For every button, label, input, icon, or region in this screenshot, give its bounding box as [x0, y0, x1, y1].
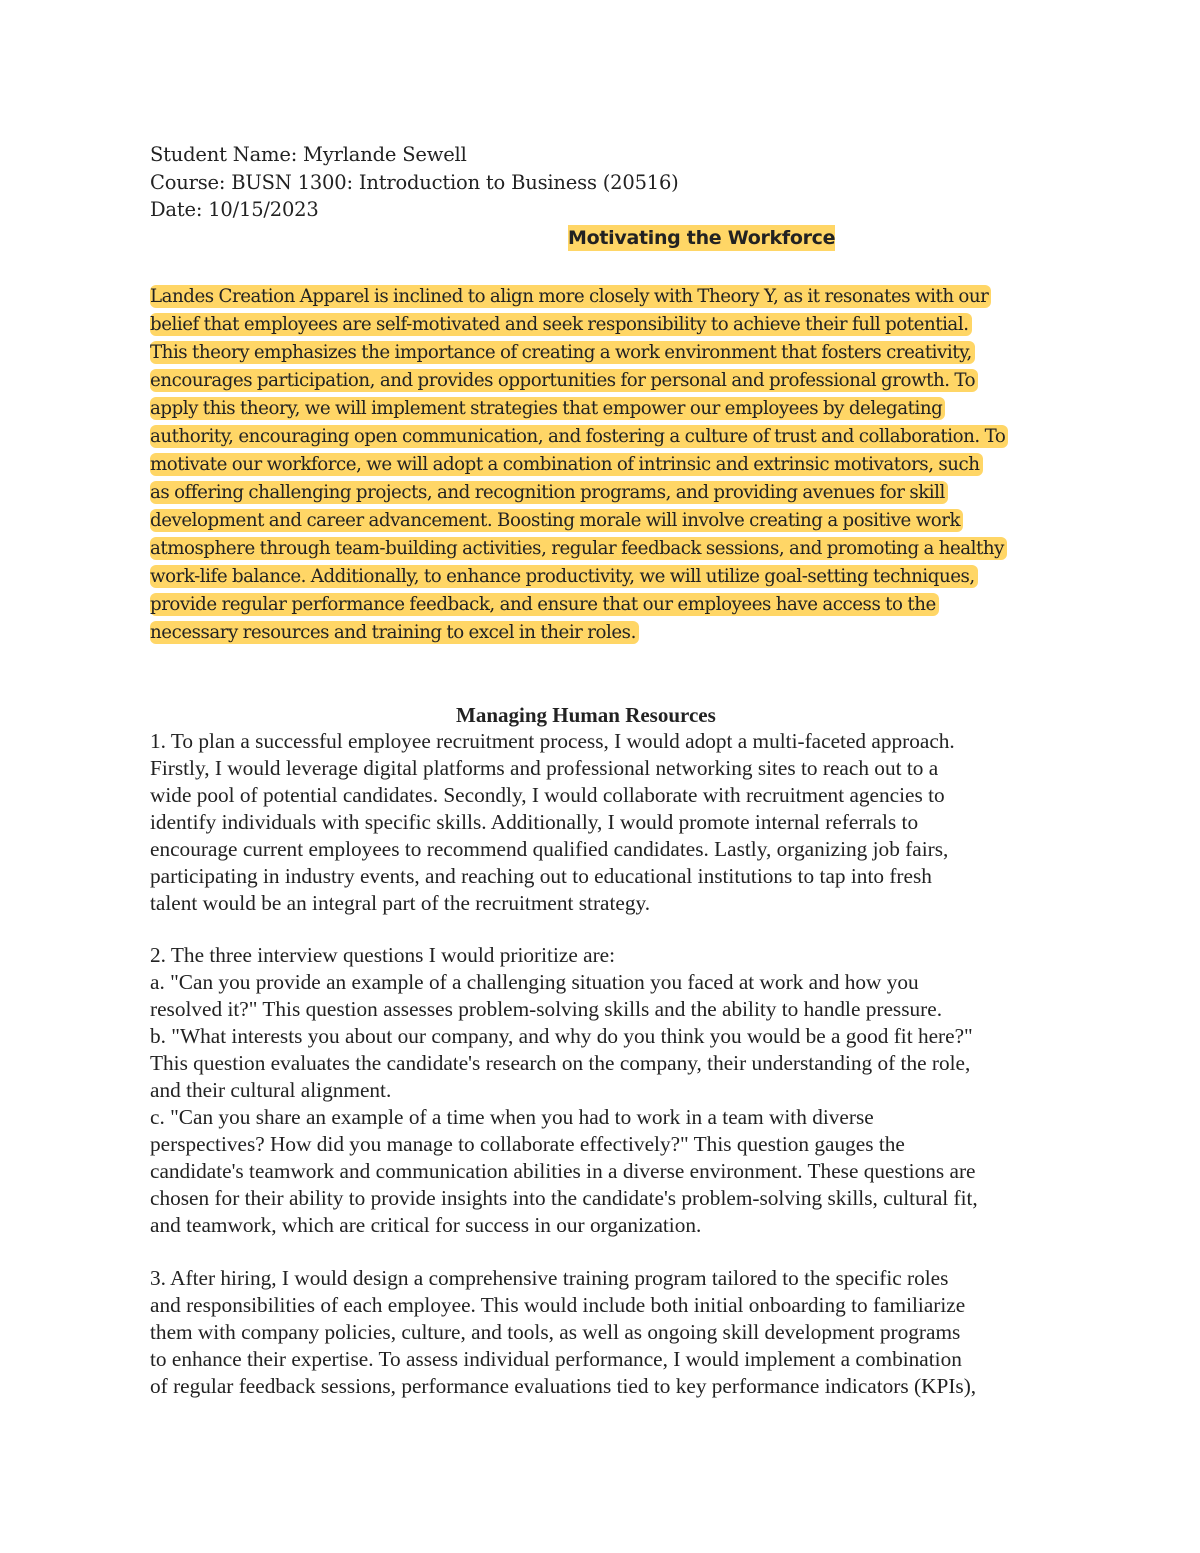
date-line: Date: 10/15/2023	[150, 198, 319, 221]
paragraph-line: provide regular performance feedback, and ensure that our employees have access to the	[150, 591, 1060, 619]
paragraph-line: authority, encouraging open communication, and fostering a culture of trust and collaboration. To	[150, 423, 1060, 451]
paragraph-line: talent would be an integral part of the recruitment strategy.	[150, 891, 651, 915]
paragraph-line: and teamwork, which are critical for success in our organization.	[150, 1213, 702, 1237]
interview-paragraph	[150, 942, 1060, 1239]
highlighted-paragraph	[150, 283, 1060, 647]
paragraph-line: encourage current employees to recommend qualified candidates. Lastly, organizing job fairs,	[150, 837, 949, 861]
paragraph-line: apply this theory, we will implement strategies that empower our employees by delegating	[150, 395, 1060, 423]
paragraph-line: wide pool of potential candidates. Secondly, I would collaborate with recruitment agencies to	[150, 783, 945, 807]
paragraph-line: them with company policies, culture, and tools, as well as ongoing skill development programs	[150, 1320, 961, 1344]
paragraph-line: chosen for their ability to provide insights into the candidate's problem-solving skills, cultural fit,	[150, 1186, 978, 1210]
paragraph-line: 1. To plan a successful employee recruitment process, I would adopt a multi-faceted approach.	[150, 729, 955, 753]
paragraph-line: c. "Can you share an example of a time when you had to work in a team with diverse	[150, 1105, 874, 1129]
section-title-motivating: Motivating the Workforce	[568, 227, 836, 249]
paragraph-line: encourages participation, and provides opportunities for personal and professional growth. To	[150, 367, 1060, 395]
paragraph-line: as offering challenging projects, and recognition programs, and providing avenues for skill	[150, 479, 1060, 507]
paragraph-line: identify individuals with specific skills. Additionally, I would promote internal referrals to	[150, 810, 919, 834]
paragraph-line: Landes Creation Apparel is inclined to align more closely with Theory Y, as it resonates with our	[150, 283, 1060, 311]
paragraph-line: development and career advancement. Boosting morale will involve creating a positive work	[150, 507, 1060, 535]
paragraph-line: necessary resources and training to excel in their roles.	[150, 619, 1060, 647]
course-line: Course: BUSN 1300: Introduction to Business (20516)	[150, 171, 679, 194]
paragraph-line: and their cultural alignment.	[150, 1078, 392, 1102]
student-name: Student Name: Myrlande Sewell	[150, 143, 467, 166]
paragraph-line: and responsibilities of each employee. This would include both initial onboarding to familiarize	[150, 1293, 966, 1317]
paragraph-line: motivate our workforce, we will adopt a combination of intrinsic and extrinsic motivators, such	[150, 451, 1060, 479]
training-paragraph	[150, 1265, 1060, 1400]
paragraph-line: This theory emphasizes the importance of creating a work environment that fosters creativity,	[150, 339, 1060, 367]
section-title-hr: Managing Human Resources	[456, 703, 716, 727]
paragraph-line: participating in industry events, and reaching out to educational institutions to tap into fresh	[150, 864, 932, 888]
paragraph-line: of regular feedback sessions, performance evaluations tied to key performance indicators (KPIs),	[150, 1374, 977, 1398]
paragraph-line: b. "What interests you about our company, and why do you think you would be a good fit here?"	[150, 1024, 973, 1048]
paragraph-line: perspectives? How did you manage to collaborate effectively?" This question gauges the	[150, 1132, 905, 1156]
paragraph-line: This question evaluates the candidate's research on the company, their understanding of the role,	[150, 1051, 971, 1075]
paragraph-line: Firstly, I would leverage digital platforms and professional networking sites to reach out to a	[150, 756, 939, 780]
recruitment-paragraph	[150, 728, 1060, 917]
paragraph-line: resolved it?" This question assesses problem-solving skills and the ability to handle pressure.	[150, 997, 943, 1021]
paragraph-line: work-life balance. Additionally, to enhance productivity, we will utilize goal-setting techniques,	[150, 563, 1060, 591]
paragraph-line: to enhance their expertise. To assess individual performance, I would implement a combination	[150, 1347, 962, 1371]
paragraph-line: a. "Can you provide an example of a challenging situation you faced at work and how you	[150, 970, 919, 994]
paragraph-line: 2. The three interview questions I would prioritize are:	[150, 943, 616, 967]
paragraph-line: 3. After hiring, I would design a comprehensive training program tailored to the specific roles	[150, 1266, 949, 1290]
paragraph-line: belief that employees are self-motivated and seek responsibility to achieve their full potential.	[150, 311, 1060, 339]
paragraph-line: candidate's teamwork and communication abilities in a diverse environment. These questions are	[150, 1159, 976, 1183]
paragraph-line: atmosphere through team-building activities, regular feedback sessions, and promoting a healthy	[150, 535, 1060, 563]
